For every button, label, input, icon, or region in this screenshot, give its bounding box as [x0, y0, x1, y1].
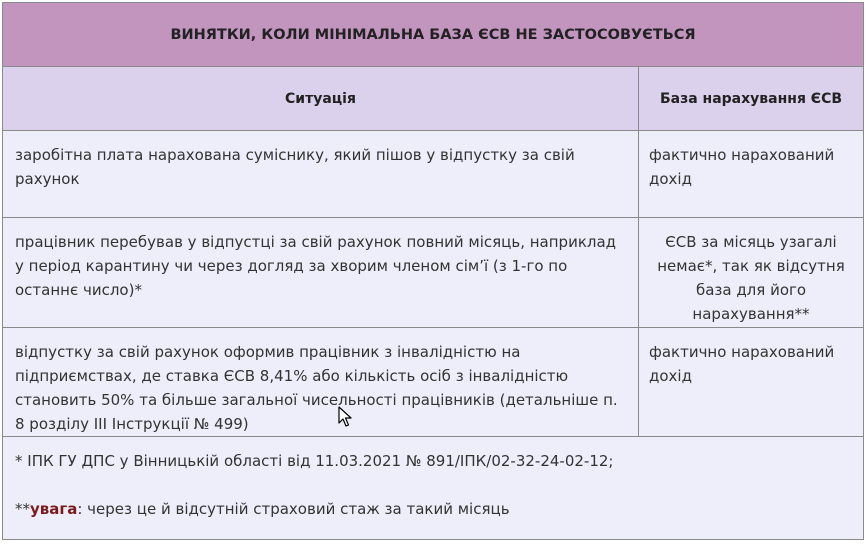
row-base: фактично нарахований дохід	[649, 146, 835, 188]
table-row	[3, 328, 863, 437]
row-situation: заробітна плата нарахована суміснику, який пішов у відпустку за свій рахунок	[3, 131, 639, 217]
table-title: ВИНЯТКИ, КОЛИ МІНІМАЛЬНА БАЗА ЄСВ НЕ ЗАСТОСОВУЄТЬСЯ	[3, 3, 863, 67]
table-row	[3, 218, 863, 328]
exceptions-table	[2, 2, 864, 540]
footnote-warning-word: увага	[30, 500, 78, 518]
footnote-2-prefix: **	[15, 500, 30, 518]
footnotes	[3, 437, 863, 539]
footnote-2-text: : через це й відсутній страховий стаж за такий місяць	[77, 500, 510, 518]
row-base: ЄСВ за місяць узагалі немає*, так як відсутня база для його нарахування**	[657, 233, 845, 323]
footnote-2	[15, 497, 851, 521]
row-situation: працівник перебував у відпустці за свій рахунок повний місяць, наприклад у період карантину чи через догляд за хворим членом сім’ї (з 1-го по останнє число)*	[3, 218, 639, 327]
footnote-1: * ІПК ГУ ДПС у Вінницькій області від 11.03.2021 № 891/ІПК/02-32-24-02-12;	[15, 452, 614, 470]
header-situation: Ситуація	[3, 67, 639, 130]
row-base: фактично нарахований дохід	[649, 343, 835, 385]
table-header	[3, 67, 863, 131]
row-situation: відпустку за свій рахунок оформив працівник з інвалідністю на підприємствах, де ставка ЄСВ 8,41% або кількість осіб з інвалідністю становить 50% та більше загальної чисельності працівників (детальніше п. 8 розділу ІІІ Інструкції № 499)	[3, 328, 639, 436]
header-base: База нарахування ЄСВ	[659, 90, 843, 107]
table-row	[3, 131, 863, 218]
mouse-cursor-icon	[338, 406, 352, 428]
